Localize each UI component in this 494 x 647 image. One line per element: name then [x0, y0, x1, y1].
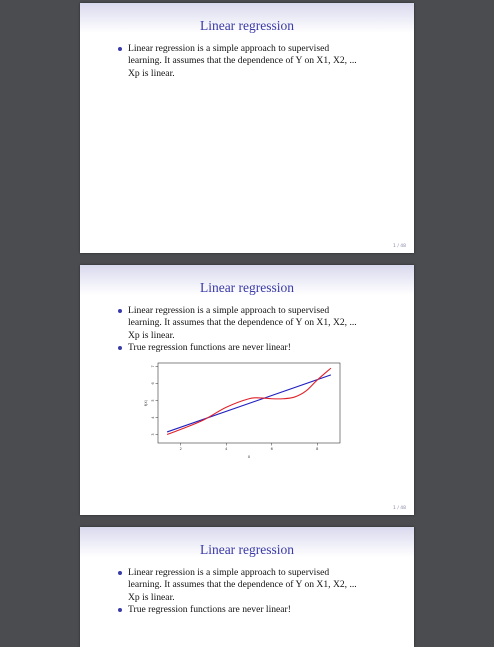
bullet-dot-icon [118, 309, 122, 313]
slide-2 [80, 265, 414, 515]
slide-1 [80, 3, 414, 253]
series-line-true-function [167, 368, 331, 434]
slide-header [80, 527, 414, 557]
slide-header [80, 265, 414, 295]
slide-3 [80, 527, 414, 647]
y-axis-label: f(X) [144, 399, 148, 407]
page-number: 1 / 48 [393, 244, 406, 249]
bullet-item: Linear regression is a simple approach to supervised learning. It assumes that the dependence of Y on X1, X2, ... Xp is linear. [118, 567, 360, 604]
bullet-item: True regression functions are never linear! [118, 604, 360, 616]
y-tick-label: 7 [151, 365, 155, 368]
x-tick-label: 2 [179, 447, 182, 451]
bullet-item: Linear regression is a simple approach to supervised learning. It assumes that the dependence of Y on X1, X2, ... Xp is linear. [118, 305, 360, 342]
bullet-list [80, 43, 414, 80]
bullet-item: Linear regression is a simple approach to supervised learning. It assumes that the dependence of Y on X1, X2, ... Xp is linear. [118, 43, 360, 80]
series-line-linear [167, 375, 331, 432]
x-tick-label: 8 [316, 447, 319, 451]
bullet-item: True regression functions are never linear! [118, 342, 360, 354]
page-number: 1 / 48 [393, 506, 406, 511]
bullet-list [80, 305, 414, 355]
regression-chart-svg [144, 361, 354, 473]
y-tick-label: 6 [151, 382, 155, 385]
slide-title: Linear regression [199, 18, 295, 33]
slide-title: Linear regression [199, 542, 295, 557]
y-tick-label: 5 [151, 399, 155, 402]
bullet-list [80, 567, 414, 617]
slide-header [80, 3, 414, 33]
slide-title: Linear regression [199, 280, 295, 295]
bullet-dot-icon [118, 608, 122, 612]
bullet-dot-icon [118, 571, 122, 575]
x-tick-label: 4 [225, 447, 228, 451]
y-tick-label: 3 [151, 433, 155, 436]
x-axis-label: X [247, 455, 251, 459]
bullet-dot-icon [118, 47, 122, 51]
x-tick-label: 6 [270, 447, 273, 451]
y-tick-label: 4 [151, 416, 155, 419]
regression-chart [144, 361, 354, 473]
bullet-dot-icon [118, 346, 122, 350]
